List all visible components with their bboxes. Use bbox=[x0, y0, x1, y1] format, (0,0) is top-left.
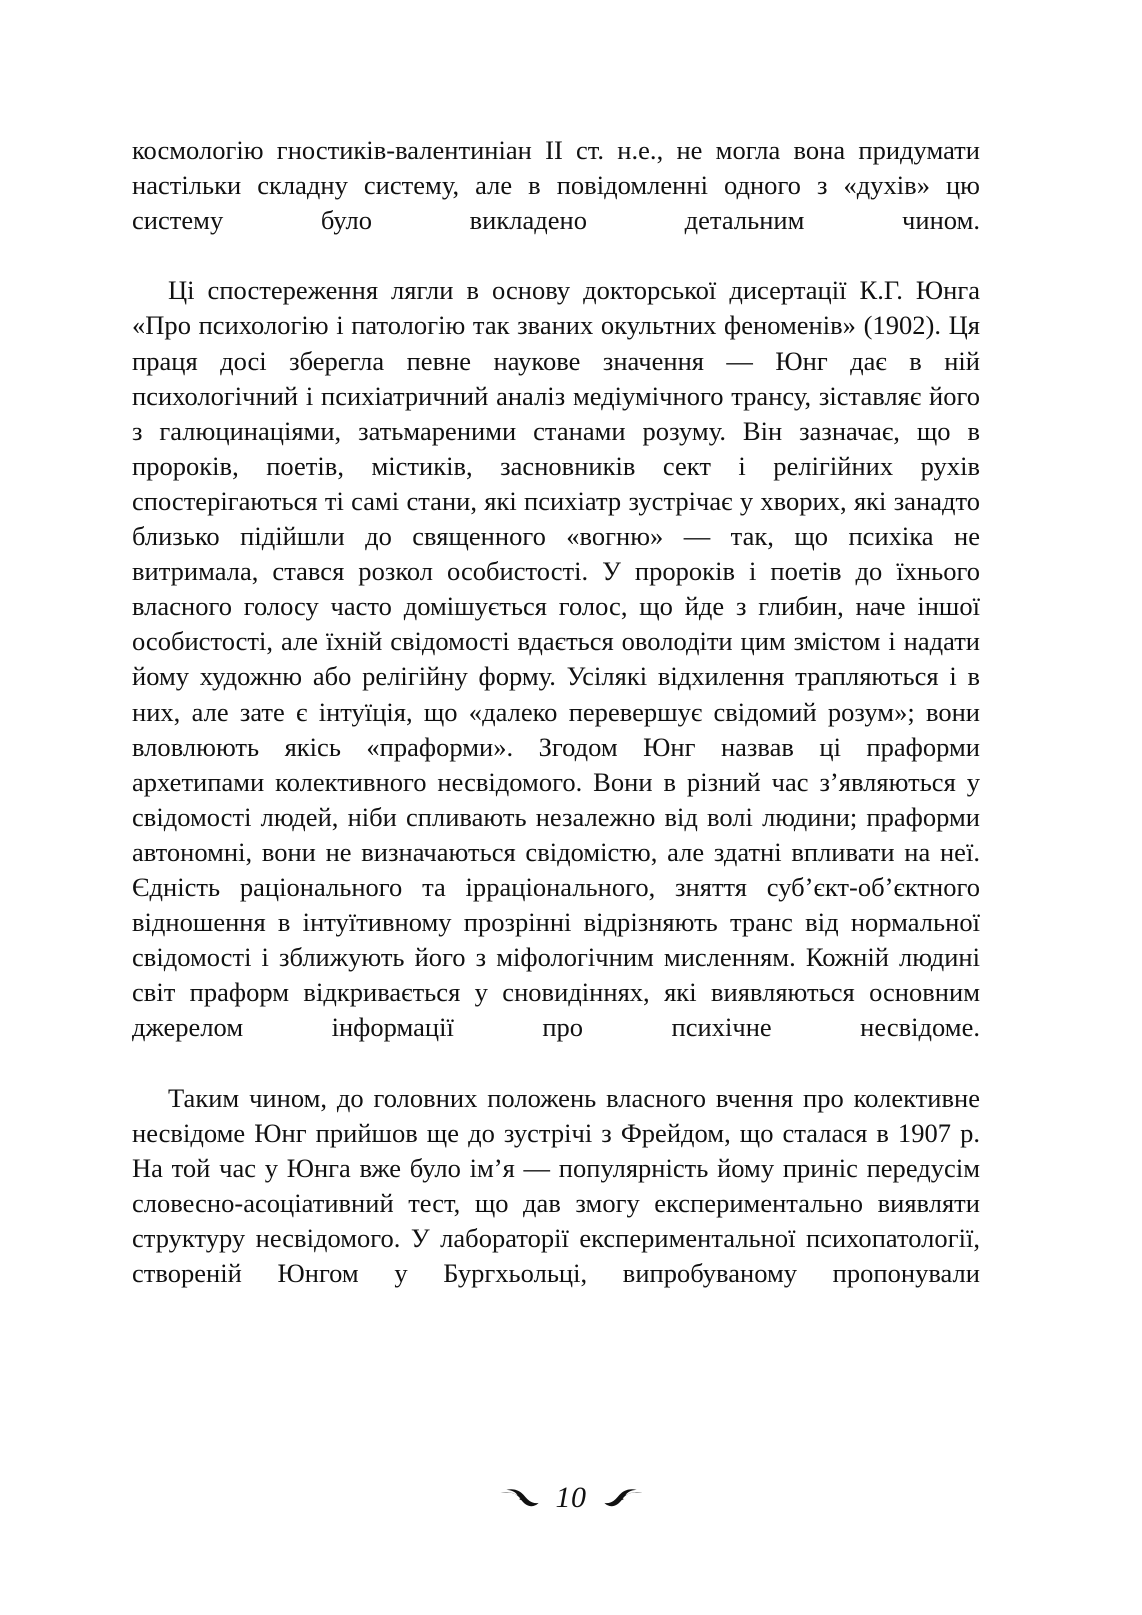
leaf-flourish-icon bbox=[499, 1487, 543, 1509]
paragraph-2: Ці спостереження лягли в основу докторської дисертації К.Г. Юнга «Про психологію і патологію так званих окультних феноменів» (1902). Ця праця досі зберегла певне наукове значення — Юнг дає в ній психологічний і психіатричний аналіз медіумічного трансу, зіставляє його з галюцинаціями, затьмареними станами розуму. Він зазначає, що в пророків, поетів, містиків, засновників сект і релігійних рухів спостерігаються ті самі стани, які психіатр зустрічає у хворих, які занадто близько підійшли до священного «вогню» — так, що психіка не витримала, стався розкол особистості. У пророків і поетів до їхнього власного голосу часто домішується голос, що йде з глибин, наче іншої особистості, але їхній свідомості вдається оволодіти цим змістом і надати йому художню або релігійну форму. Усілякі відхилення трапляються і в них, але зате є інтуїція, що «далеко перевершує свідомий розум»; вони вловлюють якісь «праформи». Згодом Юнг назвав ці праформи архетипами колективного несвідомого. Вони в різний час з’являються у свідомості людей, ніби спливають незалежно від волі людини; праформи автономні, вони не визначаються свідомістю, але здатні впливати на неї. Єдність раціонального та ірраціонального, зняття суб’єкт-об’єктного відношення в інтуїтивному прозрінні відрізняють транс від нормальної свідомості і зближують його з міфологічним мисленням. Кожній людині світ праформ відкривається у сновидіннях, які виявляються основним джерелом інформації про психічне несвідоме. bbox=[132, 275, 980, 1043]
paragraph-3: Таким чином, до головних положень власного вчення про колективне несвідоме Юнг прийшов ще до зустрічі з Фрейдом, що сталася в 1907 р. На той час у Юнга вже було ім’я — популярність йому приніс передусім словесно-асоціативний тест, що дав змогу експериментально виявляти структуру несвідомого. У лабораторії експериментальної психопатології, створеній Юнгом у Бургхьольці, випробуваному пропонували bbox=[132, 1082, 980, 1288]
paragraph-1: космологію гностиків-валентиніан II ст. н.е., не могла вона придумати настільки складну систему, але в повідомленні одного з «духів» цю систему було викладено детальним чином. bbox=[132, 135, 980, 236]
body-text-column bbox=[132, 133, 980, 1326]
leaf-flourish-icon bbox=[600, 1487, 644, 1509]
page-footer bbox=[0, 1478, 1142, 1518]
page-number: 10 bbox=[555, 1481, 587, 1514]
